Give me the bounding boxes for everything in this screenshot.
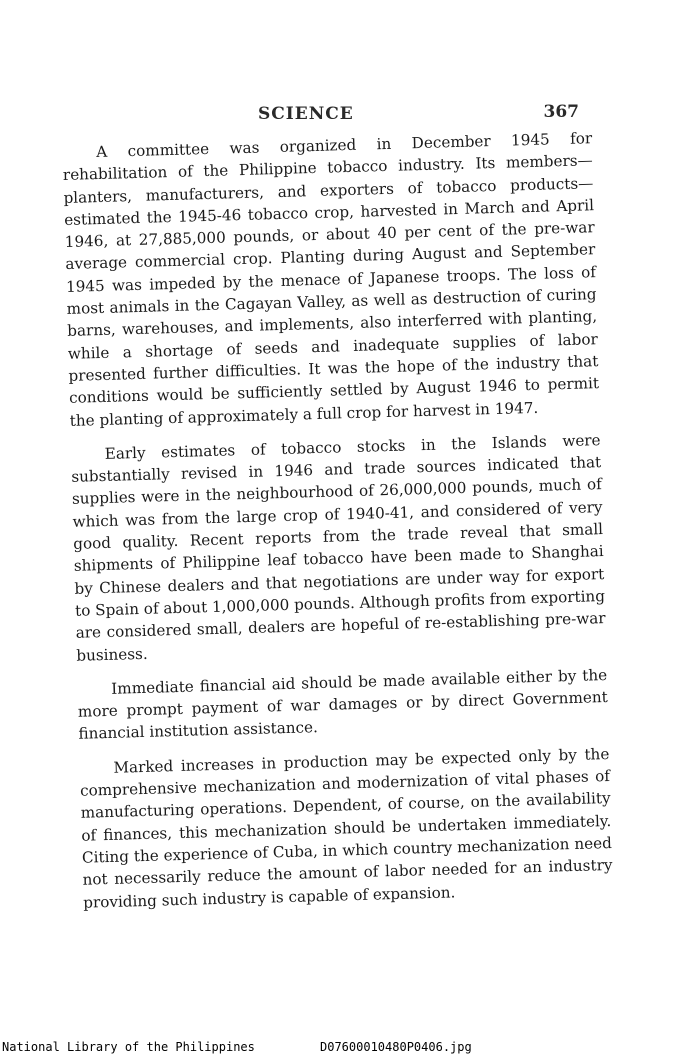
- paragraph-tobacco-committee: A committee was organized in December 1945 for rehabilitation of the Philippine tobacco industry. Its members—planters, manufacturers, and exporters of tobacco products—estimated the 1945-46 tobacco crop, harvested in March and April 1946, at 27,885,000 pounds, or about 40 per cent of the pre-war average commercial crop. Planting during August and September 1945 was impeded by the menace of Japanese troops. The loss of most animals in the Cagayan Valley, as well as destruction of curing barns, warehouses, and implements, also interferred with planting, while a shortage of seeds and inadequate supplies of labor presented further difficulties. It was the hope of the industry that conditions would be sufficiently settled by August 1946 to permit the planting of approximately a full crop for harvest in 1947.: [62, 129, 600, 430]
- footer-filename: D07600010480P0406.jpg: [320, 1040, 472, 1054]
- paragraph-financial-aid: Immediate financial aid should be made available either by the more prompt payment of war damages or by direct Government financial institution assistance.: [77, 665, 608, 744]
- running-head: SCIENCE: [258, 104, 354, 124]
- page-number: 367: [543, 102, 579, 122]
- paragraph-tobacco-stocks: Early estimates of tobacco stocks in the Islands were substantially revised in 1946 and trade sources indicated that supplies were in the neighbourhood of 26,000,000 pounds, much of which was from the large crop of 1940-41, and considered of very good quality. Recent reports from the trade reveal that small shipments of Philippine leaf tobacco have been made to Shanghai by Chinese dealers and that negotiations are under way for export to Spain of about 1,000,000 pounds. Although profits from exporting are considered small, dealers are hopeful of re-establishing pre-war business.: [71, 430, 606, 665]
- scan-footer: [0, 1040, 673, 1056]
- page-header: [78, 104, 583, 128]
- body-text: [62, 127, 614, 925]
- footer-library-name: National Library of the Philippines: [2, 1040, 255, 1054]
- paragraph-mechanization: Marked increases in production may be expected only by the comprehensive mechanization and modernization of vital phases of manufacturing operations. Dependent, of course, on the availability of finances, this mechanization should be undertaken immediately. Citing the experience of Cuba, in which country mechanization need not necessarily reduce the amount of labor needed for an industry providing such industry is capable of expansion.: [79, 744, 613, 912]
